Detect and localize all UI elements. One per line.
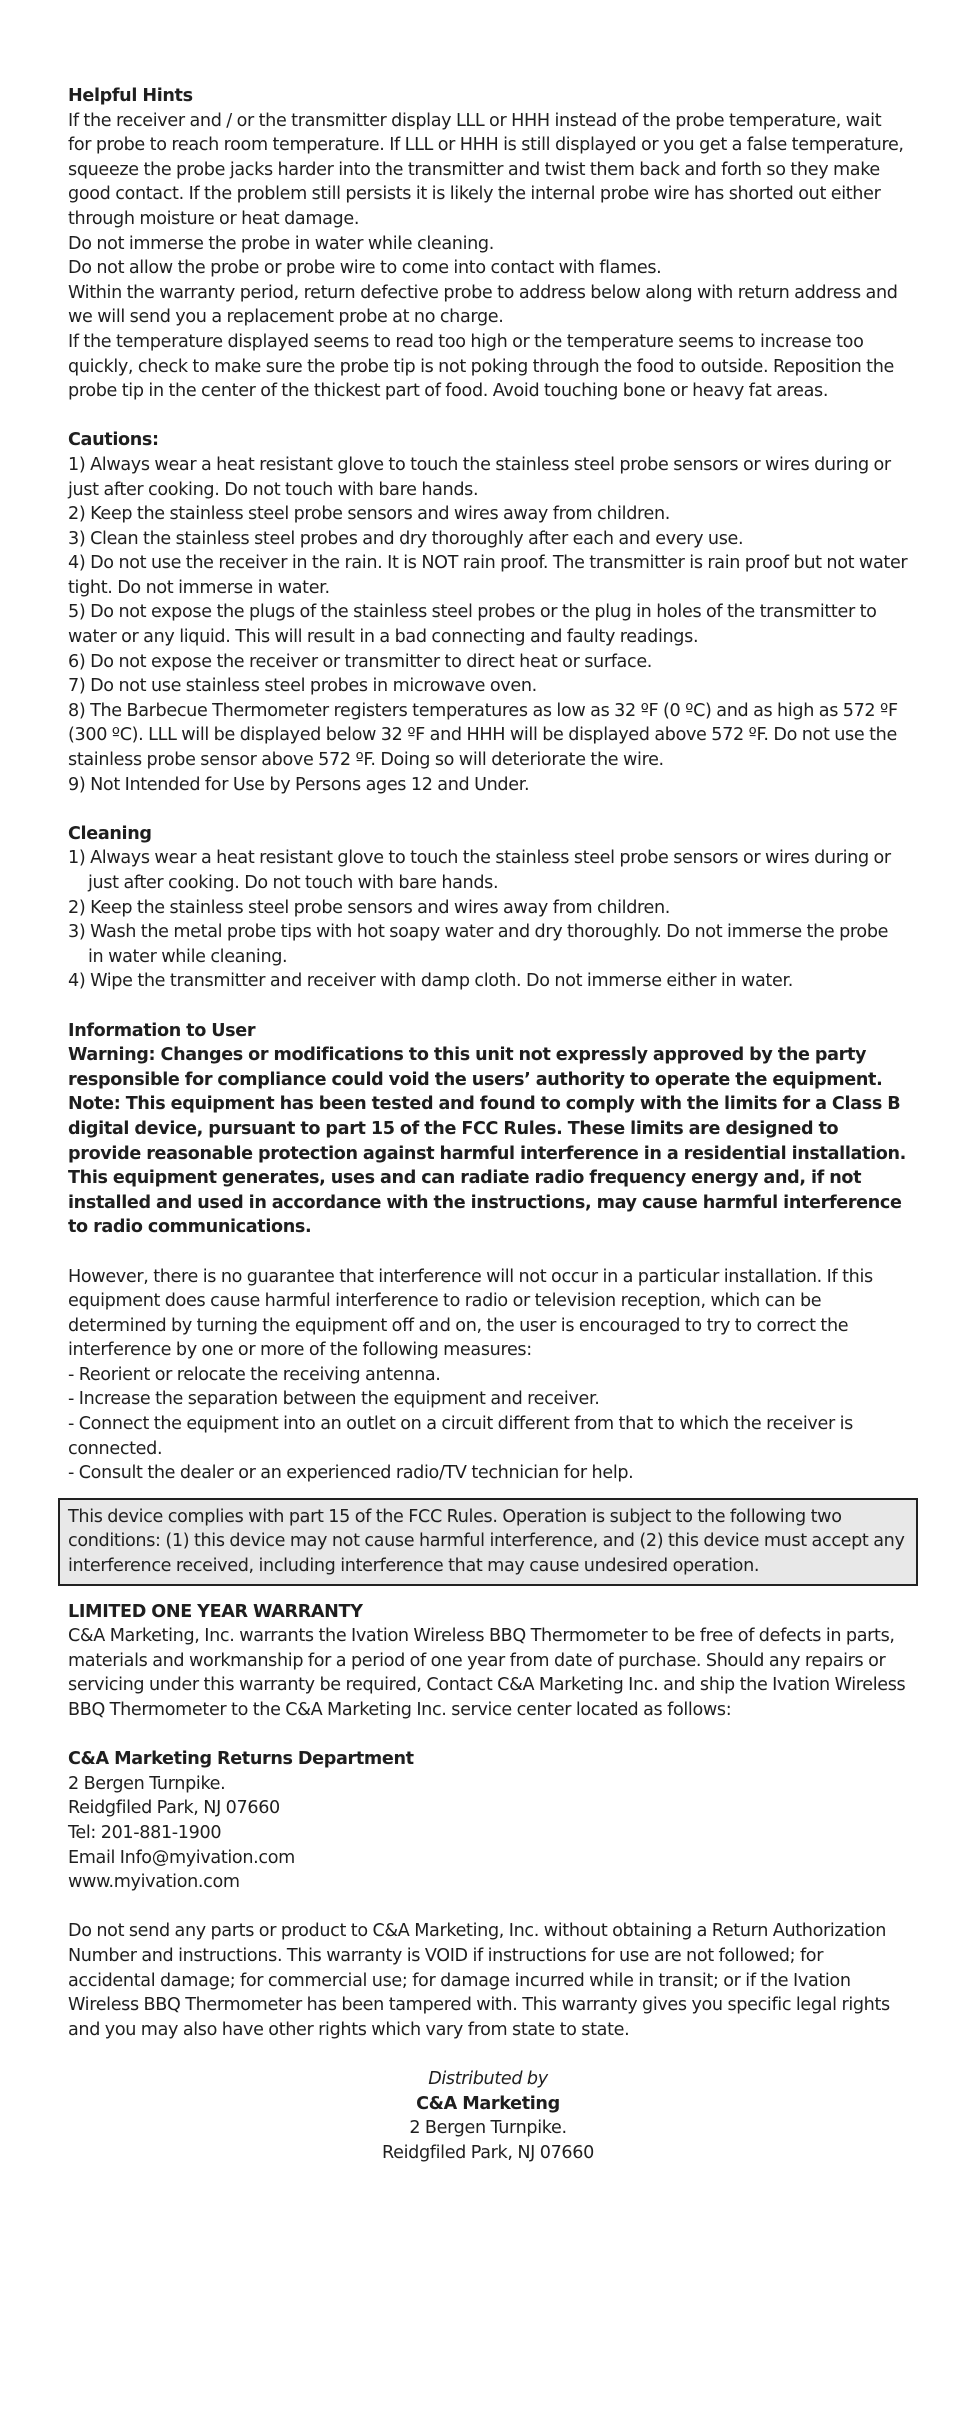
fcc-measure: - Connect the equipment into an outlet on a circuit different from that to which the receiver is connected. xyxy=(68,1414,853,1459)
fcc-measure: - Consult the dealer or an experienced radio/TV technician for help. xyxy=(68,1463,634,1484)
caution-item: 5) Do not expose the plugs of the stainless steel probes or the plug in holes of the transmitter to water or any liquid. This will result in a bad connecting and faulty readings. xyxy=(68,602,877,648)
warranty-disclaimer: Do not send any parts or product to C&A Marketing, Inc. without obtaining a Return Authorization Number and instructions. This warranty is VOID if instructions for use are not followed; for accidental damage; for commercial use; for damage incurred while in transit; or if the Ivation Wireless BBQ Thermometer has been tampered with. This warranty gives you specific legal rights and you may also have other rights which vary from state to state. xyxy=(68,1921,890,2040)
helpful-hints-section xyxy=(68,84,908,404)
caution-item: 3) Clean the stainless steel probes and dry thoroughly after each and every use. xyxy=(68,528,744,549)
fcc-measure: - Reorient or relocate the receiving antenna. xyxy=(68,1364,441,1385)
warranty-heading: LIMITED ONE YEAR WARRANTY xyxy=(68,1601,363,1622)
caution-item: 4) Do not use the receiver in the rain. It is NOT rain proof. The transmitter is rain proof but not water tight. Do not immerse in water. xyxy=(68,553,908,598)
helpful-hints-heading: Helpful Hints xyxy=(68,86,193,106)
hint-paragraph: Do not allow the probe or probe wire to come into contact with flames. xyxy=(68,258,662,279)
cautions-heading: Cautions: xyxy=(68,430,159,451)
hint-paragraph: Within the warranty period, return defective probe to address below along with return address and we will send you a replacement probe at no charge. xyxy=(68,282,898,328)
caution-item: 6) Do not expose the receiver or transmitter to direct heat or surface. xyxy=(68,651,653,672)
caution-item: 9) Not Intended for Use by Persons ages 12 and Under. xyxy=(68,774,530,795)
warranty-section xyxy=(68,1600,908,1723)
warranty-text: C&A Marketing, Inc. warrants the Ivation Wireless BBQ Thermometer to be free of defects in parts, materials and workmanship for a period of one year from date of purchase. Should any repairs or servicing under this warranty be required, Contact C&A Marketing Inc. and ship the Ivation Wireless BBQ Thermometer to the C&A Marketing Inc. service center located as follows: xyxy=(68,1626,906,1720)
cleaning-heading: Cleaning xyxy=(68,823,152,844)
cleaning-section xyxy=(68,822,908,994)
manual-page xyxy=(68,84,908,2165)
info-heading: Information to User xyxy=(68,1020,256,1041)
caution-item: 7) Do not use stainless steel probes in microwave oven. xyxy=(68,676,537,697)
hint-paragraph: If the temperature displayed seems to read too high or the temperature seems to increase too quickly, check to make sure the probe tip is not poking through the food to outside. Reposition the probe tip in the center of the thickest part of food. Avoid touching bone or heavy fat areas. xyxy=(68,331,894,402)
caution-item: 1) Always wear a heat resistant glove to touch the stainless steel probe sensors or wires during or just after cooking. Do not touch with bare hands. xyxy=(68,454,891,500)
hint-paragraph: If the receiver and / or the transmitter display LLL or HHH instead of the probe temperature, wait for probe to reach room temperature. If LLL or HHH is still displayed or you get a false temperature, squeeze the probe jacks harder into the transmitter and twist them back and forth so they make good contact. If the problem still persists it is likely the internal probe wire has shorted out either through moisture or heat damage. xyxy=(68,110,904,229)
distributor-block xyxy=(68,2067,908,2165)
returns-email: Email Info@myivation.com xyxy=(68,1847,295,1868)
fcc-compliance-box xyxy=(58,1498,918,1586)
distributed-by-label: Distributed by xyxy=(428,2068,548,2089)
returns-phone: Tel: 201-881-1900 xyxy=(68,1822,222,1843)
fcc-compliance-text: This device complies with part 15 of the FCC Rules. Operation is subject to the following two conditions: (1) this device may not cause harmful interference, and (2) this device must accept any interference received, including interference that may cause undesired operation. xyxy=(68,1506,905,1577)
caution-item: 2) Keep the stainless steel probe sensors and wires away from children. xyxy=(68,504,671,525)
returns-address-line: 2 Bergen Turnpike. xyxy=(68,1773,226,1794)
returns-website: www.myivation.com xyxy=(68,1872,240,1893)
cleaning-item: 4) Wipe the transmitter and receiver with damp cloth. Do not immerse either in water. xyxy=(68,971,793,992)
caution-item: 8) The Barbecue Thermometer registers temperatures as low as 32 ºF (0 ºC) and as high as 572 ºF (300 ºC). LLL will be displayed below 32 ºF and HHH will be displayed above 572 ºF. Do not use the stainless probe sensor above 572 ºF. Doing so will deteriorate the wire. xyxy=(68,700,898,771)
distributor-address-line: Reidgfiled Park, NJ 07660 xyxy=(382,2142,594,2163)
fcc-however: However, there is no guarantee that interference will not occur in a particular installation. If this equipment does cause harmful interference to radio or television reception, which can be determined by turning the equipment off and on, the user is encouraged to try to correct the interference by one or more of the following measures: xyxy=(68,1266,873,1361)
cleaning-item: 2) Keep the stainless steel probe sensors and wires away from children. xyxy=(68,897,671,918)
returns-section xyxy=(68,1747,908,1895)
fcc-measure: - Increase the separation between the equipment and receiver. xyxy=(68,1389,600,1410)
cautions-section xyxy=(68,428,908,797)
fcc-note: Note: This equipment has been tested and found to comply with the limits for a Class B digital device, pursuant to part 15 of the FCC Rules. These limits are designed to provide reasonable protection against harmful interference in a residential installation. This equipment generates, uses and can radiate radio frequency energy and, if not installed and used in accordance with the instructions, may cause harmful interference to radio communications. xyxy=(68,1094,907,1238)
cleaning-item: 1) Always wear a heat resistant glove to touch the stainless steel probe sensors or wires during or just after cooking. Do not touch with bare hands. xyxy=(68,848,891,893)
returns-address-line: Reidgfiled Park, NJ 07660 xyxy=(68,1798,280,1819)
fcc-warning: Warning: Changes or modifications to this unit not expressly approved by the party responsible for compliance could void the users’ authority to operate the equipment. xyxy=(68,1045,883,1090)
distributor-name: C&A Marketing xyxy=(416,2093,560,2114)
info-to-user-section xyxy=(68,1019,908,1486)
hint-paragraph: Do not immerse the probe in water while cleaning. xyxy=(68,233,494,254)
distributor-address-line: 2 Bergen Turnpike. xyxy=(409,2118,567,2139)
cleaning-item: 3) Wash the metal probe tips with hot soapy water and dry thoroughly. Do not immerse the probe in water while cleaning. xyxy=(68,922,889,967)
returns-heading: C&A Marketing Returns Department xyxy=(68,1749,414,1770)
